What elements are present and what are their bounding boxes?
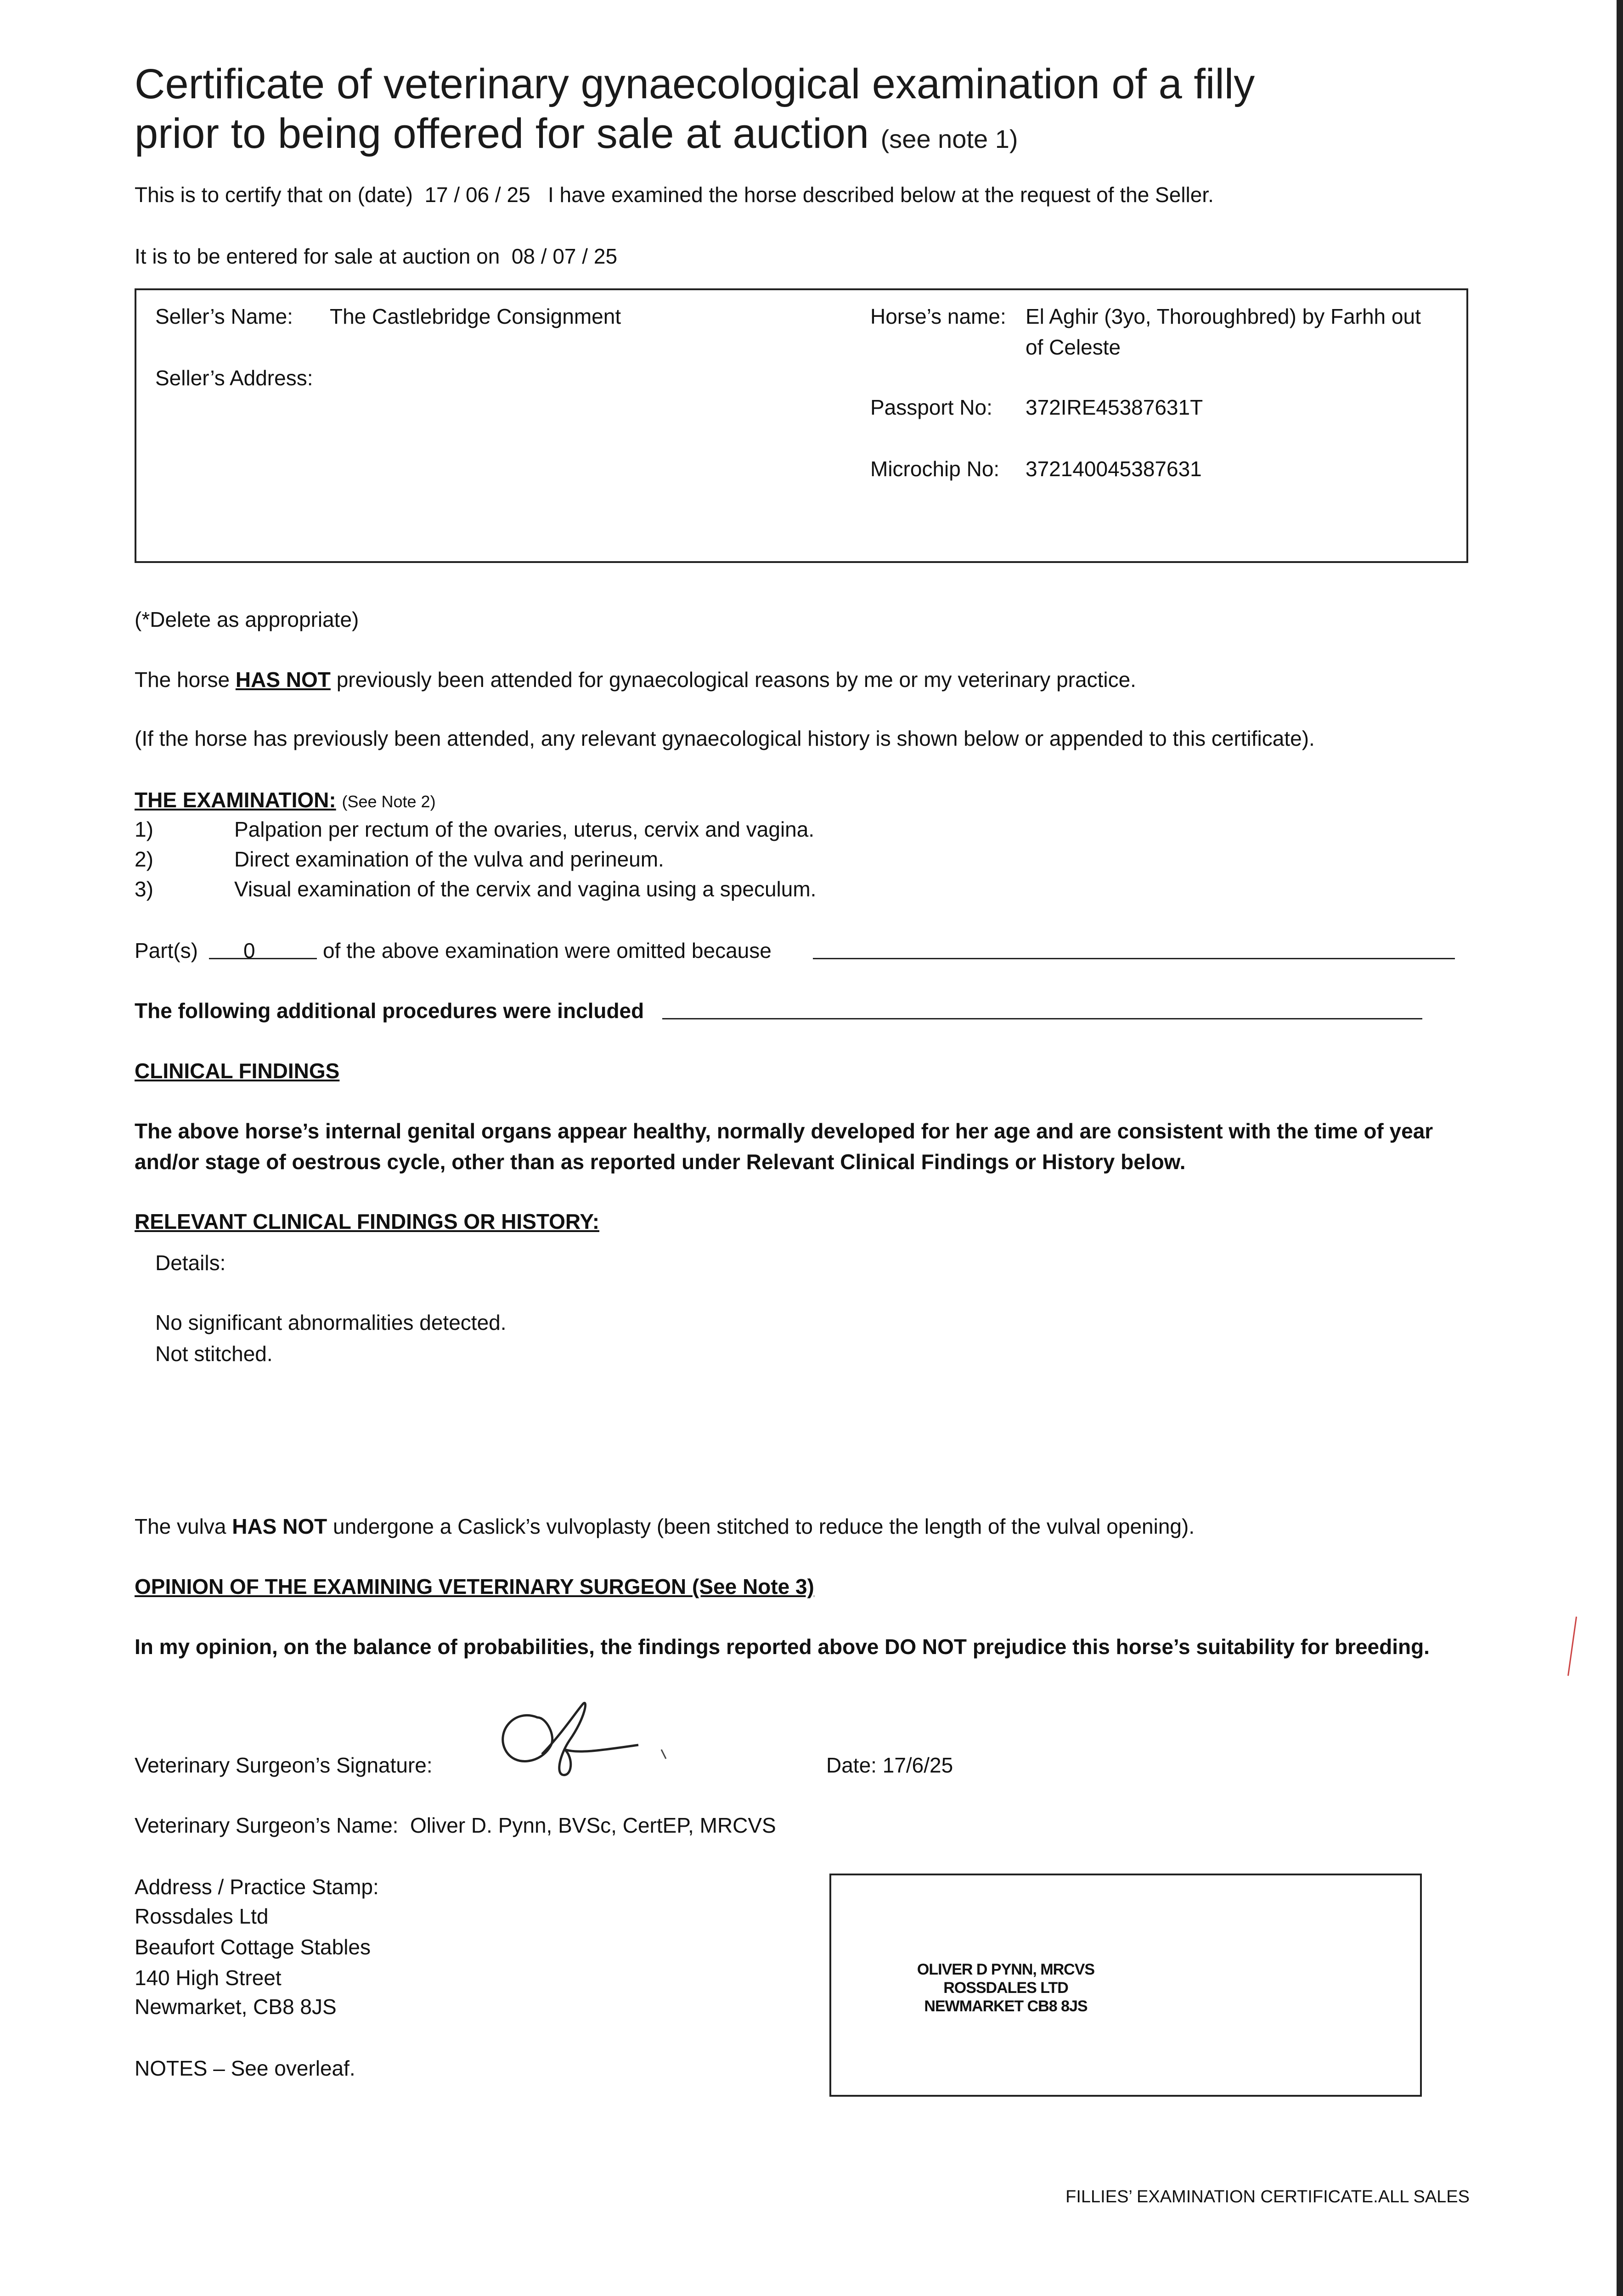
- address-line: Beaufort Cottage Stables: [135, 1935, 371, 1959]
- sale-line: [135, 242, 617, 270]
- vulva-statement: [135, 1513, 1195, 1540]
- sale-date: 08 / 07 / 25: [511, 244, 618, 268]
- delete-note: (*Delete as appropriate): [135, 608, 359, 631]
- additional-procedures-line: [662, 1018, 1422, 1019]
- surgeon-name-label: Veterinary Surgeon’s Name:: [135, 1813, 399, 1837]
- practice-stamp-box: [829, 1874, 1422, 2097]
- seller-address-label: Seller’s Address:: [155, 366, 313, 390]
- parts-value: 0: [243, 939, 255, 962]
- title-line-2-text: prior to being offered for sale at auction: [135, 110, 869, 157]
- certify-line: [135, 181, 1214, 208]
- date-value: 17/6/25: [882, 1753, 953, 1777]
- relevant-findings-heading: RELEVANT CLINICAL FINDINGS OR HISTORY:: [135, 1210, 600, 1233]
- attended-prefix: The horse: [135, 668, 230, 692]
- certify-suffix: I have examined the horse described below at the request of the Seller.: [548, 183, 1214, 207]
- attended-statement: [135, 666, 1136, 693]
- seller-name-label: Seller’s Name:: [155, 304, 293, 328]
- attended-status: HAS NOT: [235, 668, 331, 692]
- details-line-1: No significant abnormalities detected.: [155, 1311, 507, 1334]
- opinion-suffix: prejudice this horse’s suitability for breeding.: [972, 1635, 1430, 1659]
- details-label: Details:: [155, 1251, 226, 1275]
- vulva-prefix: The vulva: [135, 1514, 226, 1538]
- passport-number: 372IRE45387631T: [1026, 395, 1203, 419]
- scan-mark: [1567, 1616, 1577, 1676]
- practice-stamp: [831, 1960, 1180, 2015]
- signature-label: Veterinary Surgeon’s Signature:: [135, 1753, 433, 1777]
- horse-name-line-2: of Celeste: [1026, 335, 1121, 359]
- clinical-findings-line-1: The above horse’s internal genital organs appear healthy, normally developed for her age and are consistent with the time of year: [135, 1119, 1433, 1143]
- examination-heading: [135, 786, 436, 816]
- stamp-line-3: NEWMARKET CB8 8JS: [924, 1998, 1088, 2015]
- opinion-status: DO NOT: [885, 1635, 967, 1659]
- exam-date: 17 / 06 / 25: [424, 183, 530, 207]
- surgeon-name-line: [135, 1812, 776, 1839]
- microchip-number: 372140045387631: [1026, 457, 1202, 481]
- exam-item-num: 2): [135, 847, 153, 871]
- omitted-reason-line: [813, 958, 1455, 959]
- opinion-heading: OPINION OF THE EXAMINING VETERINARY SURGEON (See Note 3): [135, 1575, 814, 1598]
- exam-item-num: 1): [135, 817, 153, 841]
- stamp-line-1: OLIVER D PYNN, MRCVS: [917, 1961, 1095, 1978]
- parts-prefix: Part(s): [135, 939, 198, 962]
- exam-note: (See Note 2): [342, 792, 436, 811]
- address-line: Rossdales Ltd: [135, 1904, 269, 1928]
- footer-label: FILLIES’ EXAMINATION CERTIFICATE.ALL SALES: [1065, 2187, 1470, 2206]
- exam-heading-text: THE EXAMINATION:: [135, 788, 336, 812]
- microchip-label: Microchip No:: [870, 457, 1000, 481]
- vulva-status: HAS NOT: [232, 1514, 327, 1538]
- title-note: (see note 1): [880, 124, 1018, 153]
- scan-edge: [1617, 0, 1623, 2296]
- passport-label: Passport No:: [870, 395, 992, 419]
- exam-item-num: 3): [135, 877, 153, 901]
- surgeon-name: Oliver D. Pynn, BVSc, CertEP, MRCVS: [410, 1813, 776, 1837]
- additional-procedures-label: The following additional procedures were included: [135, 999, 644, 1023]
- horse-name-line-1: El Aghir (3yo, Thoroughbred) by Farhh out: [1026, 304, 1421, 328]
- title-line-1: Certificate of veterinary gynaecological examination of a filly: [135, 61, 1255, 107]
- address-line: Newmarket, CB8 8JS: [135, 1995, 337, 2019]
- history-note: (If the horse has previously been attended, any relevant gynaecological history is shown below or appended to this certificate).: [135, 726, 1315, 750]
- clinical-findings-line-2: and/or stage of oestrous cycle, other than as reported under Relevant Clinical Findings or History below.: [135, 1150, 1186, 1174]
- attended-suffix: previously been attended for gynaecological reasons by me or my veterinary practice.: [336, 668, 1136, 692]
- address-line: 140 High Street: [135, 1966, 282, 1990]
- horse-name-label: Horse’s name:: [870, 304, 1006, 328]
- exam-item-text: Direct examination of the vulva and perineum.: [234, 847, 664, 871]
- handwritten-signature: [487, 1690, 680, 1782]
- exam-item-text: Visual examination of the cervix and vagina using a speculum.: [234, 877, 817, 901]
- signature-date: [826, 1751, 953, 1779]
- exam-item-text: Palpation per rectum of the ovaries, uterus, cervix and vagina.: [234, 817, 815, 841]
- seller-name: The Castlebridge Consignment: [330, 304, 621, 328]
- clinical-findings-heading: CLINICAL FINDINGS: [135, 1059, 340, 1083]
- title-line-2: [135, 108, 1018, 164]
- opinion-statement: [135, 1633, 1430, 1660]
- parts-blank-line: [209, 958, 317, 959]
- certify-prefix: This is to certify that on (date): [135, 183, 413, 207]
- opinion-prefix: In my opinion, on the balance of probabilities, the findings reported above: [135, 1635, 879, 1659]
- date-label: Date:: [826, 1753, 877, 1777]
- address-label: Address / Practice Stamp:: [135, 1875, 379, 1899]
- details-line-2: Not stitched.: [155, 1342, 273, 1366]
- parts-suffix: of the above examination were omitted because: [323, 939, 772, 962]
- stamp-line-2: ROSSDALES LTD: [943, 1979, 1068, 1997]
- vulva-suffix: undergone a Caslick’s vulvoplasty (been stitched to reduce the length of the vulval opening).: [333, 1514, 1195, 1538]
- notes-reference: NOTES – See overleaf.: [135, 2056, 355, 2080]
- sale-prefix: It is to be entered for sale at auction on: [135, 244, 500, 268]
